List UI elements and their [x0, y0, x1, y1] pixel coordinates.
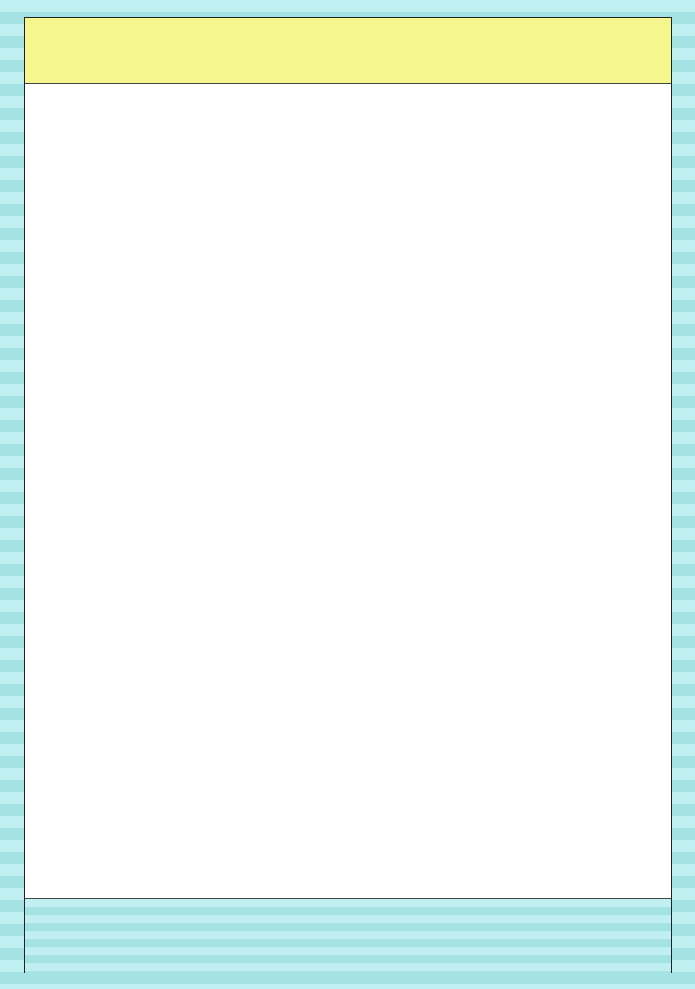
report-header [25, 18, 671, 84]
report-frame [24, 17, 672, 973]
report-footer [25, 898, 671, 973]
